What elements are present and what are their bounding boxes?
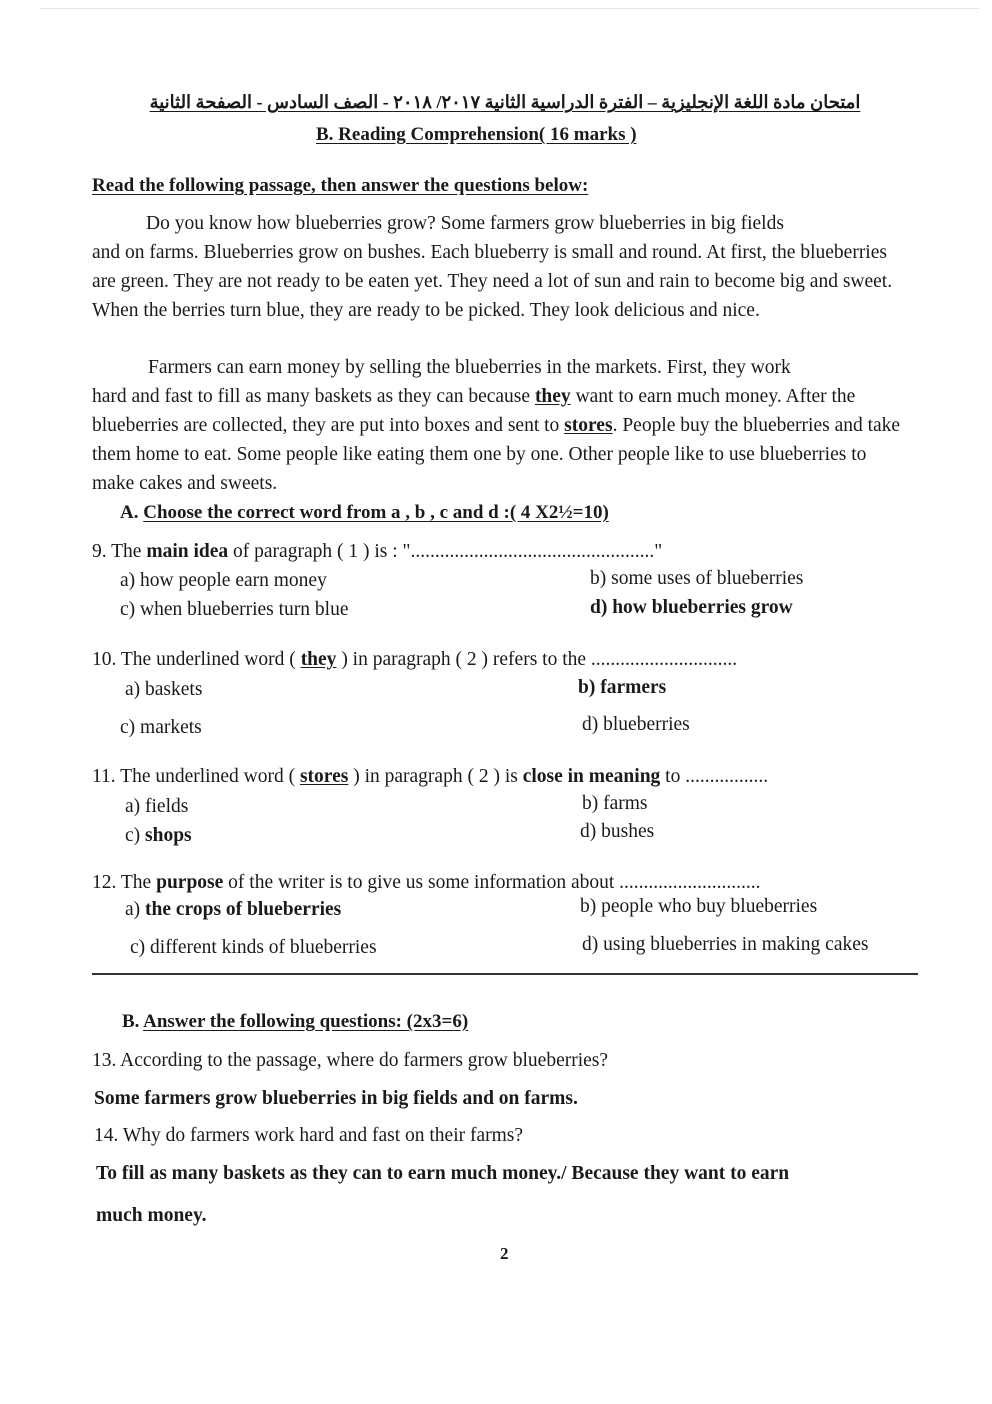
q11-option-d: d) bushes (580, 821, 655, 842)
paragraph-2-first-line: Farmers can earn money by selling the blueberries in the markets. First, they work (148, 357, 791, 378)
q12-option-d: d) using blueberries in making cakes (582, 934, 869, 955)
question-9 (92, 541, 662, 563)
paragraph-2-body (92, 382, 912, 498)
passage-paragraph-1 (92, 209, 912, 325)
underlined-word-stores: stores (564, 415, 613, 436)
part-b-heading (122, 1011, 468, 1033)
q10-option-a: a) baskets (125, 679, 203, 700)
question-13: 13. According to the passage, where do farmers grow blueberries? (92, 1050, 609, 1071)
part-a-title: Choose the correct word from a , b , c and d :( 4 X2½=10) (143, 502, 609, 523)
question-11 (92, 766, 768, 788)
q11-option-c (125, 825, 192, 847)
part-a-heading (120, 502, 609, 524)
q12-stem: 12. The (92, 872, 157, 893)
answer-14-line-2: much money. (96, 1205, 207, 1226)
part-b-title: Answer the following questions: (2x3=6) (143, 1011, 469, 1032)
arabic-exam-title: امتحان مادة اللغة الإنجليزية – الفترة الدراسية الثانية ٢٠١٧/ ٢٠١٨ - الصف السادس - الصفحة الثانية (149, 92, 861, 112)
q11-stem: 11. The underlined word ( (92, 766, 300, 787)
question-14: 14. Why do farmers work hard and fast on their farms? (94, 1125, 524, 1146)
answer-13: Some farmers grow blueberries in big fields and on farms. (94, 1088, 578, 1109)
q9-option-b: b) some uses of blueberries (590, 568, 804, 589)
passage-instruction: Read the following passage, then answer the questions below: (92, 175, 589, 196)
passage-paragraph-2 (92, 353, 912, 498)
q10-underlined-word: they (300, 649, 337, 670)
q9-option-c: c) when blueberries turn blue (120, 599, 349, 620)
q9-option-a: a) how people earn money (120, 570, 327, 591)
q10-option-b: b) farmers (578, 677, 667, 698)
q10-option-c: c) markets (120, 717, 202, 738)
q9-option-d: d) how blueberries grow (590, 597, 793, 618)
part-b-prefix: B. (122, 1011, 144, 1032)
q12-option-a-text: the crops of blueberries (145, 899, 342, 920)
q12-option-a (125, 899, 341, 921)
q12-stem: of the writer is to give us some information about ............................. (223, 872, 761, 893)
answer-14-line-1: To fill as many baskets as they can to earn much money./ Because they want to earn (96, 1163, 790, 1184)
part-a-prefix: A. (120, 502, 144, 523)
q11-stem: ) in paragraph ( 2 ) is (348, 766, 523, 787)
underlined-word-they: they (534, 386, 571, 407)
page-number: 2 (500, 1244, 509, 1263)
q11-underlined-word: stores (299, 766, 349, 787)
q12-option-c: c) different kinds of blueberries (130, 937, 377, 958)
paragraph-2-text: hard and fast to fill as many baskets as they can because (92, 386, 535, 407)
section-title: B. Reading Comprehension( 16 marks ) (316, 124, 637, 145)
section-divider (92, 973, 918, 975)
q9-stem: 9. The (92, 541, 147, 562)
question-12 (92, 872, 761, 894)
q12-option-a-letter: a) (125, 899, 146, 920)
q9-keyword: main idea (146, 541, 229, 562)
q11-option-c-text: shops (145, 825, 192, 846)
scan-edge-line (40, 8, 980, 9)
q12-keyword: purpose (156, 872, 224, 893)
q11-option-a: a) fields (125, 796, 189, 817)
question-10 (92, 649, 737, 671)
q11-option-b: b) farms (582, 793, 648, 814)
q9-stem: of paragraph ( 1 ) is : ".................................................." (228, 541, 663, 562)
q11-keyword: close in meaning (522, 766, 661, 787)
q10-option-d: d) blueberries (582, 714, 690, 735)
paragraph-2-text: . People buy the blueberries and take them home to eat. Some people like eating them one by one. Other people like to use blueberries to make cakes and sweets. (92, 415, 901, 494)
q10-stem: 10. The underlined word ( (92, 649, 301, 670)
q11-stem: to ................. (660, 766, 769, 787)
q10-stem: ) in paragraph ( 2 ) refers to the .............................. (336, 649, 738, 670)
q12-option-b: b) people who buy blueberries (580, 896, 818, 917)
paragraph-2-text: want to earn much money. After the blueberries are collected, they are put into boxes and sent to (92, 386, 856, 436)
paragraph-1-first-line: Do you know how blueberries grow? Some farmers grow blueberries in big fields (146, 213, 784, 234)
q11-option-c-letter: c) (125, 825, 146, 846)
paragraph-1-body: and on farms. Blueberries grow on bushes. Each blueberry is small and round. At first, the blueberries are green. They are not ready to be eaten yet. They need a lot of sun and rain to become big and sweet. When the berries turn blue, they are ready to be picked. They look delicious and nice. (92, 242, 893, 321)
